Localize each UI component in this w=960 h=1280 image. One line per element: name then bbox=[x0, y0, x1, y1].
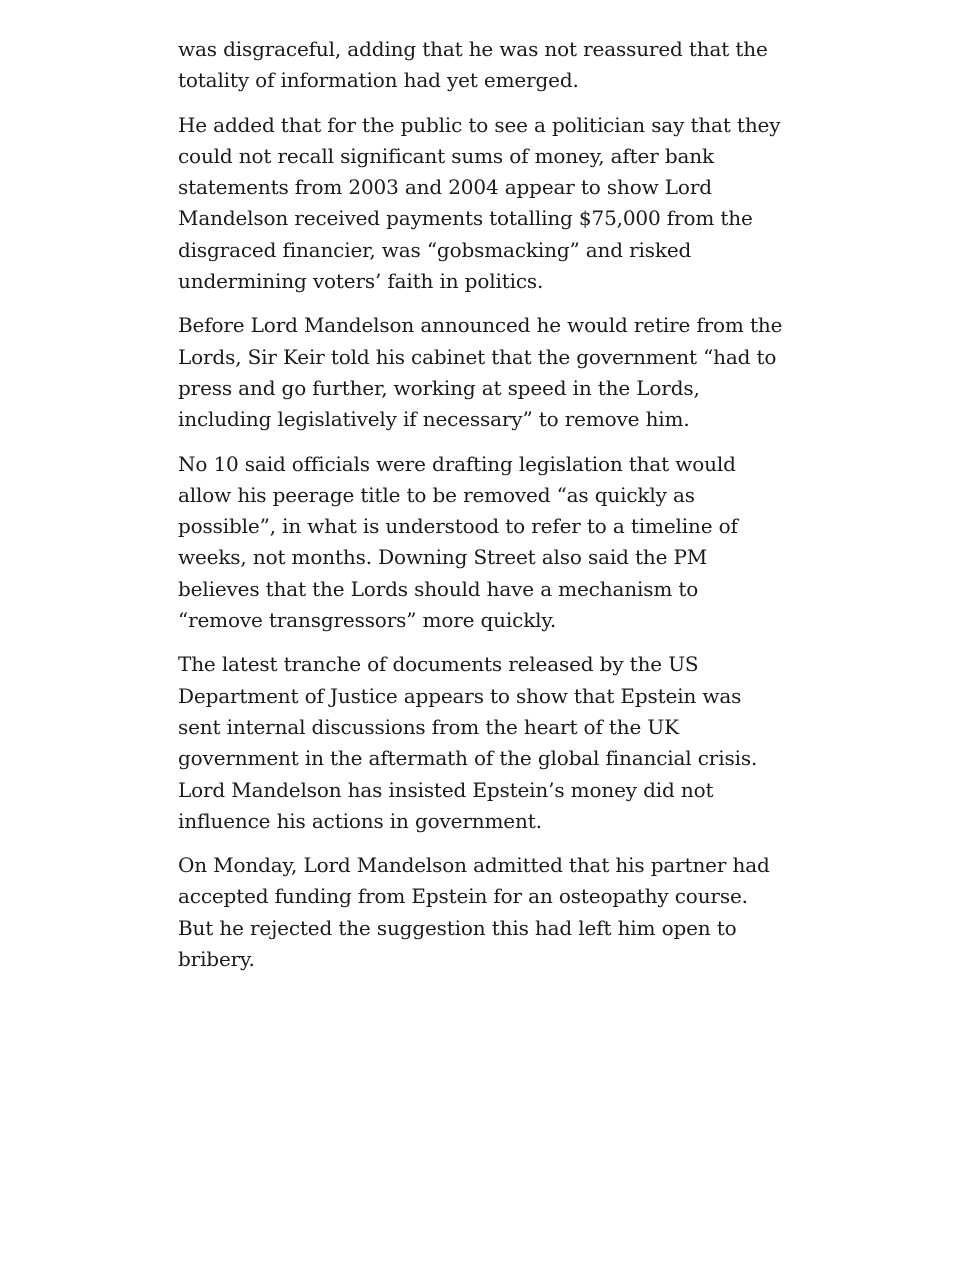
article-paragraph: The latest tranche of documents released by the US Department of Justice appears to show that Epstein was sent internal discussions from the heart of the UK government in the aftermath of the global financial crisis. Lord Mandelson has insisted Epstein’s money did not influence his actions in government. bbox=[178, 652, 758, 833]
article-paragraph: Before Lord Mandelson announced he would retire from the Lords, Sir Keir told his cabinet that the government “had to press and go further, working at speed in the Lords, including legislatively if necessary” to remove him. bbox=[178, 313, 783, 432]
article-body bbox=[178, 34, 786, 988]
article-paragraph: He added that for the public to see a politician say that they could not recall significant sums of money, after bank statements from 2003 and 2004 appear to show Lord Mandelson received payments totalling $75,000 from the disgraced financier, was “gobsmacking” and risked undermining voters’ faith in politics. bbox=[178, 112, 781, 294]
article-paragraph: No 10 said officials were drafting legislation that would allow his peerage title to be removed “as quickly as possible”, in what is understood to refer to a timeline of weeks, not months. Downing Street also said the PM believes that the Lords should have a mechanism to “remove transgressors” more quickly. bbox=[178, 451, 738, 633]
article-paragraph: was disgraceful, adding that he was not reassured that the totality of information had yet emerged. bbox=[178, 37, 768, 93]
article-paragraph: On Monday, Lord Mandelson admitted that his partner had accepted funding from Epstein for an osteopathy course. But he rejected the suggestion this had left him open to bribery. bbox=[178, 853, 770, 972]
